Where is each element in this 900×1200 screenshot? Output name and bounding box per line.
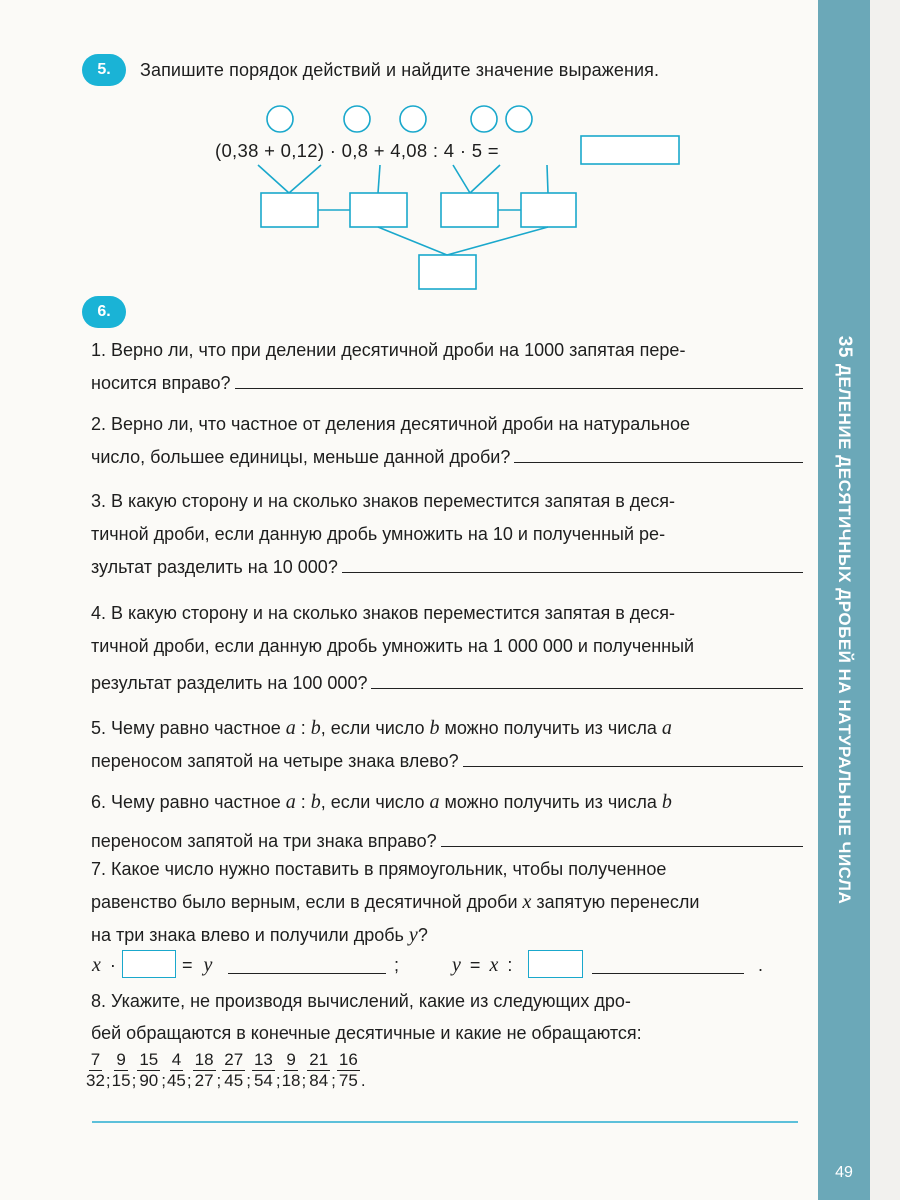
question-text: 1. Верно ли, что при делении десятичной дроби на 1000 запятая пере- — [91, 340, 686, 360]
question-text: 4. В какую сторону и на сколько знаков переместится запятая в деся- — [91, 603, 676, 623]
result-box[interactable] — [350, 193, 407, 227]
question-2 — [91, 408, 803, 474]
page-number: 49 — [835, 1164, 853, 1181]
task-5-badge: 5. — [82, 54, 126, 86]
denominator: 45 — [166, 1071, 186, 1090]
answer-line[interactable] — [228, 957, 386, 974]
step-circle[interactable] — [506, 106, 532, 132]
denominator: 75 — [338, 1071, 358, 1090]
denominator: 18 — [281, 1071, 301, 1090]
question-4 — [91, 597, 803, 700]
question-text: зультат разделить на 10 000? — [91, 557, 338, 577]
section-number: 35 — [834, 335, 855, 358]
answer-line[interactable] — [235, 372, 803, 389]
task-5-expression: (0,38 + 0,12) · 0,8 + 4,08 : 4 · 5 = — [215, 140, 499, 161]
fraction — [86, 1050, 105, 1091]
answer-line[interactable] — [463, 750, 803, 767]
answer-line[interactable] — [592, 957, 744, 974]
denominator: 84 — [309, 1071, 329, 1090]
denominator: 54 — [253, 1071, 273, 1090]
question-text: переносом запятой на четыре знака влево? — [91, 751, 459, 771]
numerator: 13 — [253, 1050, 273, 1069]
fraction-separator: ; — [331, 1071, 336, 1090]
denominator: 32 — [86, 1071, 105, 1090]
fraction — [282, 1050, 301, 1091]
answer-line[interactable] — [371, 672, 803, 689]
numerator: 21 — [309, 1050, 329, 1069]
question-text: равенство было верным, если в десятичной дроби x запятую перенесли — [91, 891, 700, 913]
numerator: 9 — [286, 1050, 296, 1069]
fraction-separator: . — [360, 1071, 366, 1090]
denominator: 27 — [194, 1071, 214, 1090]
missing-number-box[interactable] — [528, 950, 583, 978]
step-circle[interactable] — [267, 106, 293, 132]
page-edge — [870, 0, 900, 1200]
fraction-list — [86, 1050, 367, 1091]
question-text: носится вправо? — [91, 373, 231, 393]
equation-2: y = x : — [452, 954, 513, 976]
question-text: результат разделить на 100 000? — [91, 673, 368, 693]
denominator: 15 — [111, 1071, 131, 1090]
question-text: 5. Чему равно частное a : b, если число b можно получить из числа a — [91, 717, 672, 739]
question-text: число, большее единицы, меньше данной дроби? — [91, 447, 511, 467]
numerator: 15 — [139, 1050, 159, 1069]
question-text: 7. Какое число нужно поставить в прямоугольник, чтобы полученное — [91, 859, 667, 879]
question-text: 8. Укажите, не производя вычислений, какие из следующих дро- — [91, 991, 631, 1011]
question-7 — [91, 853, 803, 952]
missing-number-box[interactable] — [122, 950, 176, 978]
fraction-separator: ; — [275, 1071, 281, 1090]
step-circle[interactable] — [471, 106, 497, 132]
question-text: тичной дроби, если данную дробь умножить на 10 и полученный ре- — [91, 524, 666, 544]
numerator: 16 — [338, 1050, 358, 1069]
result-box[interactable] — [441, 193, 498, 227]
result-box[interactable] — [261, 193, 318, 227]
section-title — [833, 336, 855, 904]
fraction-separator: ; — [301, 1071, 307, 1090]
fraction-separator: ; — [216, 1071, 222, 1090]
denominator: 90 — [139, 1071, 159, 1090]
question-text: 6. Чему равно частное a : b, если число a можно получить из числа b — [91, 791, 672, 813]
answer-line[interactable] — [514, 446, 803, 463]
numerator: 27 — [224, 1050, 244, 1069]
equation-1: x · — [92, 954, 116, 976]
fraction — [252, 1050, 275, 1091]
question-text: тичной дроби, если данную дробь умножить на 1 000 000 и полученный — [91, 636, 695, 656]
denominator: 45 — [224, 1071, 244, 1090]
question-3 — [91, 485, 803, 584]
result-box[interactable] — [521, 193, 576, 227]
fraction — [167, 1050, 186, 1091]
fraction-separator: ; — [161, 1071, 166, 1090]
numerator: 18 — [194, 1050, 214, 1069]
equation-period: . — [758, 955, 764, 975]
question-6 — [91, 786, 803, 858]
question-5 — [91, 712, 803, 778]
fraction — [307, 1050, 330, 1091]
question-text: бей обращаются в конечные десятичные и какие не обращаются: — [91, 1023, 642, 1043]
fraction — [112, 1050, 131, 1091]
fraction — [193, 1050, 216, 1091]
task-5-instruction: Запишите порядок действий и найдите значение выражения. — [140, 60, 660, 80]
result-box[interactable] — [419, 255, 476, 289]
question-text: на три знака влево и получили дробь y? — [91, 924, 428, 946]
fraction-separator: ; — [246, 1071, 251, 1090]
numerator: 4 — [171, 1050, 182, 1069]
numerator: 9 — [116, 1050, 126, 1069]
equation-separator: ; — [394, 955, 400, 975]
question-8 — [91, 985, 803, 1049]
fraction-separator: ; — [186, 1071, 192, 1090]
fraction — [137, 1050, 160, 1091]
question-text: 3. В какую сторону и на сколько знаков переместится запятая в деся- — [91, 491, 676, 511]
fraction-separator: ; — [131, 1071, 137, 1090]
fraction — [337, 1050, 360, 1091]
question-1 — [91, 334, 803, 400]
step-circle[interactable] — [400, 106, 426, 132]
section-title-text: ДЕЛЕНИЕ ДЕСЯТИЧНЫХ ДРОБЕЙ НА НАТУРАЛЬНЫЕ ЧИСЛА — [835, 363, 854, 905]
fraction-separator: ; — [105, 1071, 111, 1090]
fraction — [222, 1050, 245, 1091]
question-text: 2. Верно ли, что частное от деления десятичной дроби на натуральное — [91, 414, 691, 434]
task-6-badge: 6. — [82, 296, 126, 328]
answer-line[interactable] — [441, 830, 803, 847]
answer-line[interactable] — [92, 1121, 798, 1123]
answer-line[interactable] — [342, 556, 803, 573]
question-text: переносом запятой на три знака вправо? — [91, 831, 437, 851]
step-circle[interactable] — [344, 106, 370, 132]
equation-1-right: = y — [182, 954, 213, 976]
numerator: 7 — [90, 1050, 101, 1069]
answer-box[interactable] — [581, 136, 679, 164]
